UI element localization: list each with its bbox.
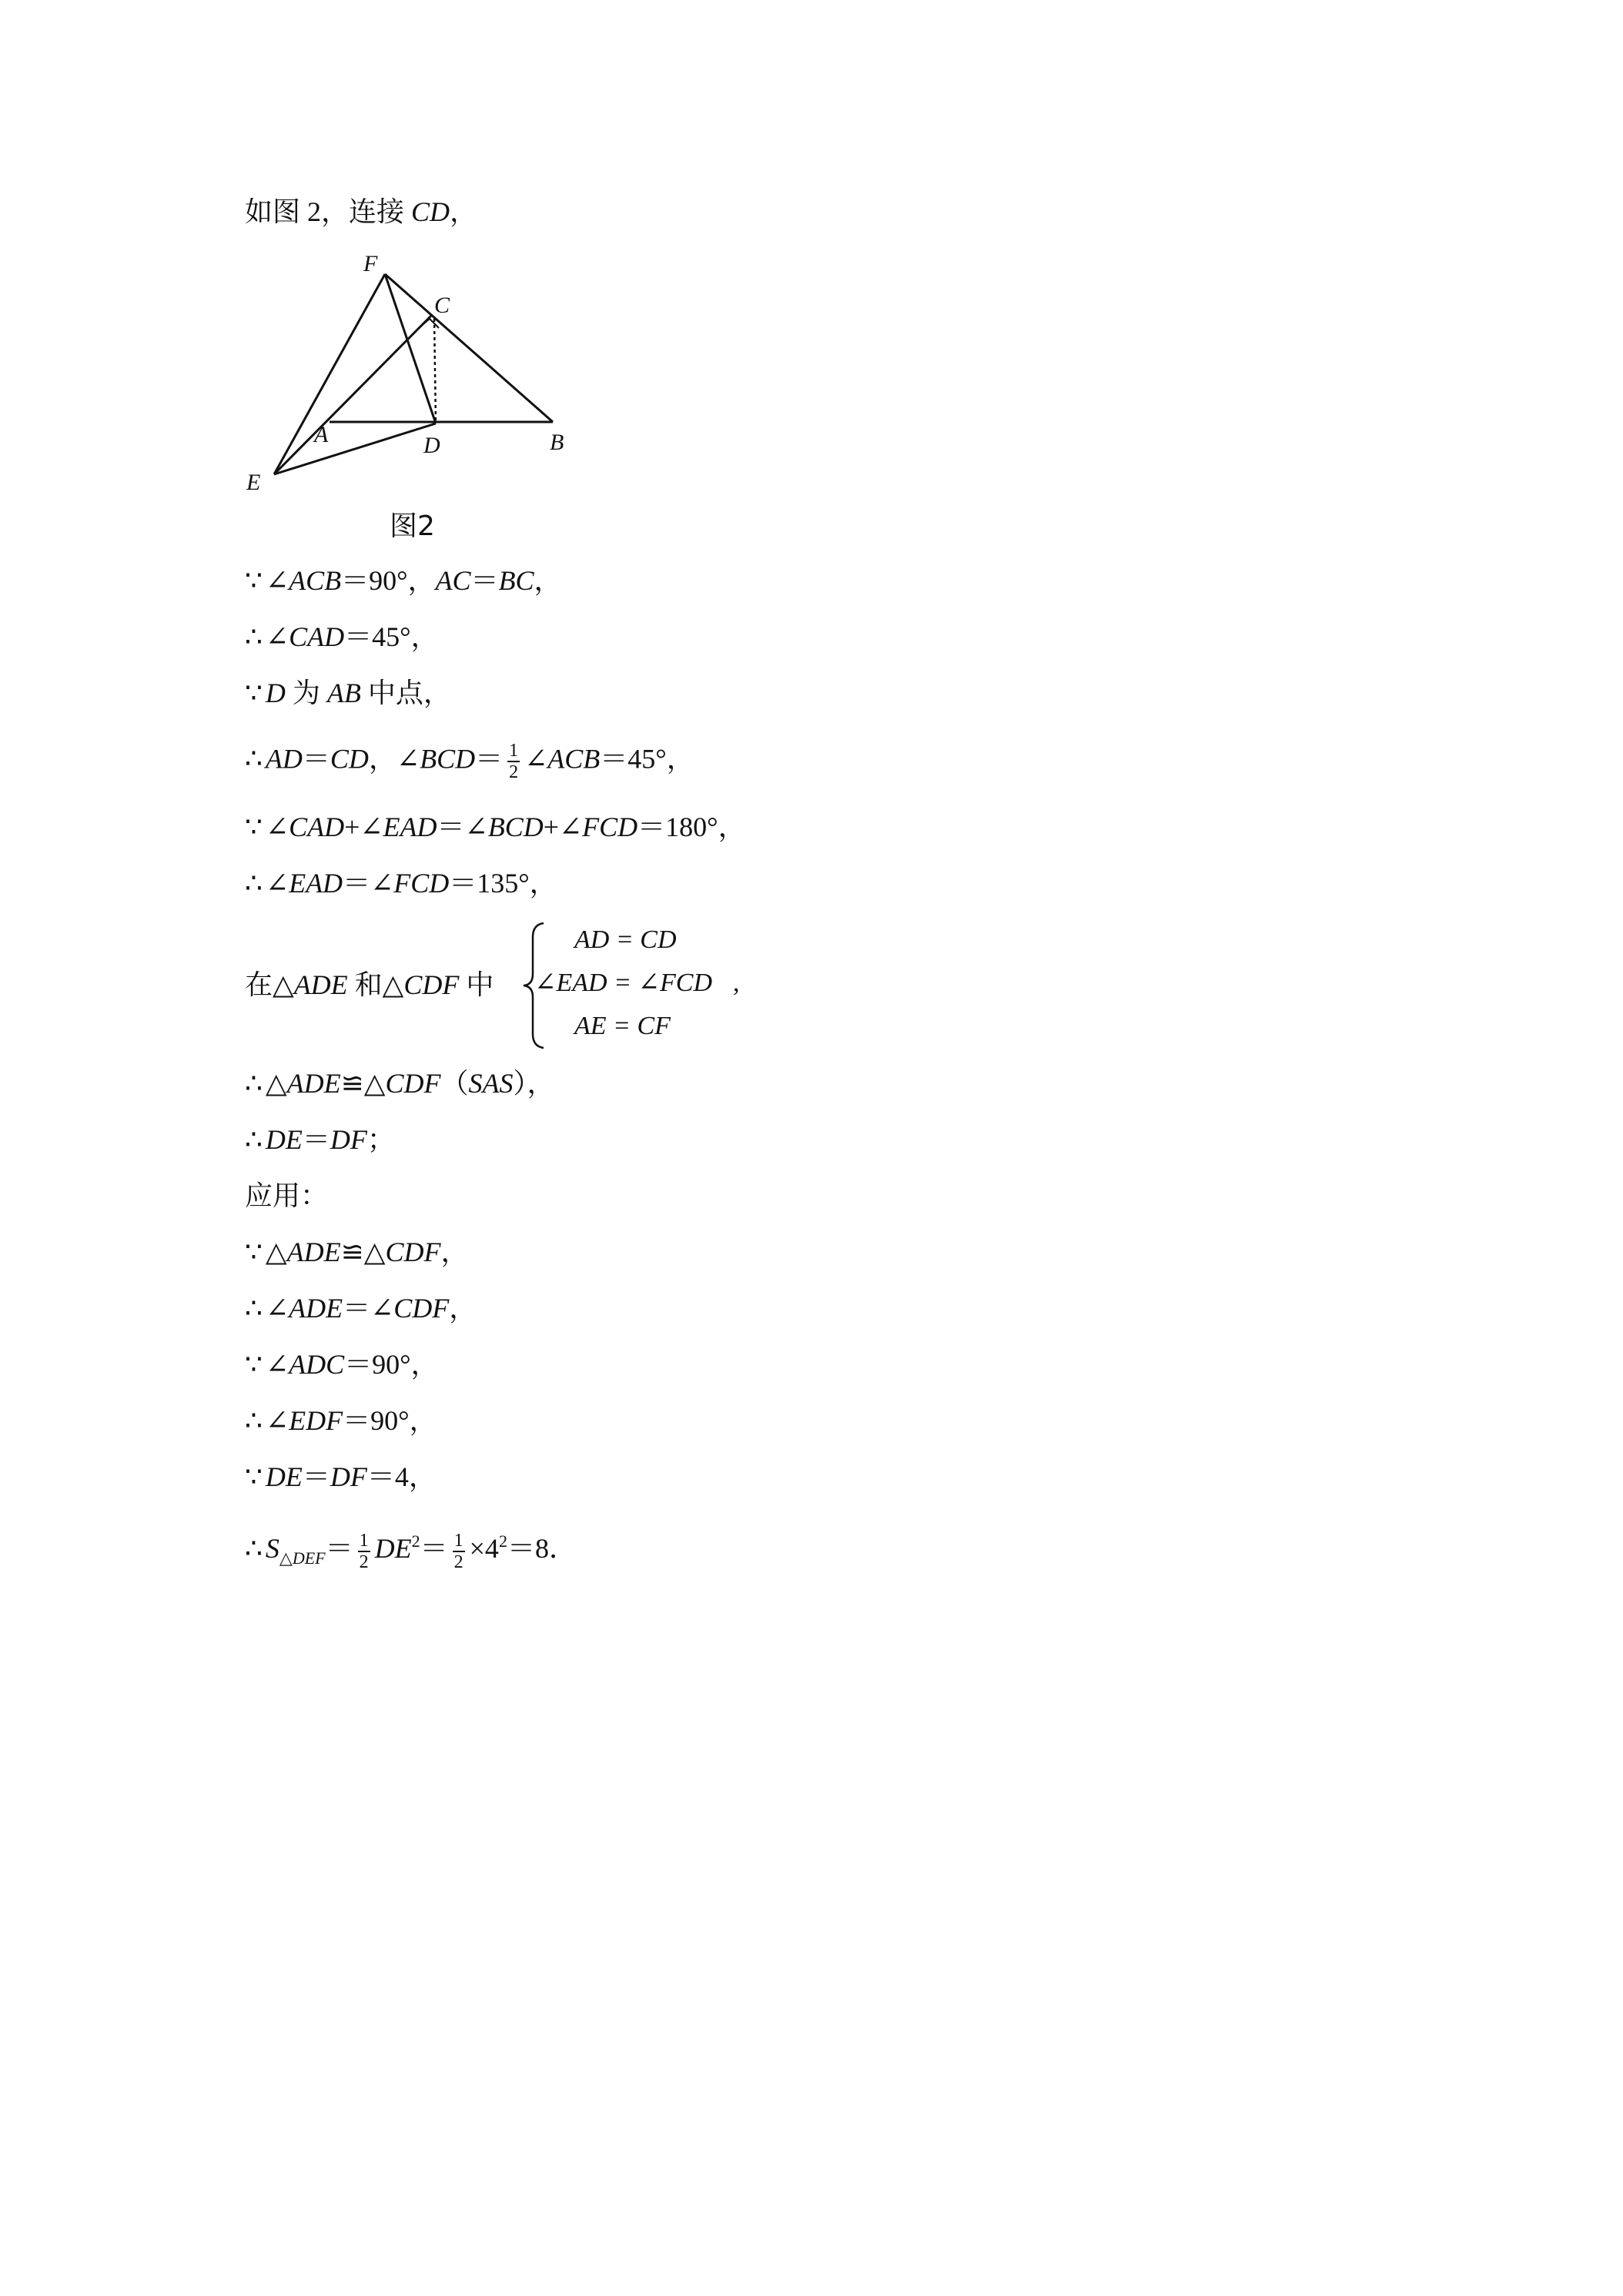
condition-2: ∠EAD = ∠FCD <box>534 969 713 997</box>
proof-line-4: ∴ AD＝CD，∠BCD＝ $\frac{1}{2}$ ∠ACB＝45°， <box>245 741 694 782</box>
proof-line-1: ∵ ∠ACB＝90°，AC＝BC， <box>245 565 562 596</box>
application-heading: 应用： <box>245 1180 329 1211</box>
fraction-half: $\frac{1}{2}$ <box>509 741 519 782</box>
label-f: F <box>363 251 378 276</box>
proof-line-13: ∵ ∠ADC＝90°， <box>245 1349 439 1380</box>
proof-line-11: ∵ △ADE≌△CDF， <box>245 1237 469 1267</box>
intro-line <box>245 195 477 229</box>
intro-text: 如图 2，连接 <box>245 196 412 227</box>
condition-3: AE = CF <box>574 1012 671 1040</box>
segment-cd-dotted <box>434 319 436 423</box>
congruence-conditions <box>245 920 861 1051</box>
fraction-half-1: $\frac{1}{2}$ <box>359 1530 369 1572</box>
segment-cd: CD <box>411 196 450 227</box>
proof-line-12: ∴ ∠ADE＝∠CDF， <box>245 1293 477 1324</box>
proof-line-9: ∴ DE＝DF； <box>245 1124 395 1155</box>
proof-line-5: ∵ ∠CAD+∠EAD＝∠BCD+∠FCD＝180°， <box>245 812 746 842</box>
proof-line-14: ∴ ∠EDF＝90°， <box>245 1405 437 1436</box>
label-a: A <box>314 422 329 447</box>
comma: ， <box>450 196 478 227</box>
label-c: C <box>434 293 450 318</box>
area-subscript: △DEF <box>279 1548 326 1568</box>
proof-line-8: ∴ △ADE≌△CDF（SAS）， <box>245 1068 555 1099</box>
label-d: D <box>423 433 440 458</box>
proof-line-6: ∴ ∠EAD＝∠FCD＝135°， <box>245 868 557 899</box>
system-comma: , <box>733 969 740 997</box>
label-e: E <box>246 470 261 493</box>
proof-line-15: ∵ DE＝DF＝4， <box>245 1461 437 1492</box>
area-result-line: ∴ $S_{\triangle DEF}=$ $\frac{1}{2}$ $DE^2=$ $\frac{1}{2}$ $\times 4^2=8$． <box>245 1530 577 1572</box>
system-prefix: 在△ADE 和△CDF 中 <box>245 969 494 1000</box>
condition-1: AD = CD <box>574 925 677 954</box>
fraction-half-2: $\frac{1}{2}$ <box>453 1530 463 1572</box>
proof-line-2: ∴ ∠CAD＝45°， <box>245 621 439 652</box>
label-b: B <box>550 430 564 455</box>
proof-line-3: ∵ D 为 AB 中点， <box>245 678 451 708</box>
figure-caption: 图2 <box>390 510 435 542</box>
geometry-figure-2 <box>245 239 584 493</box>
